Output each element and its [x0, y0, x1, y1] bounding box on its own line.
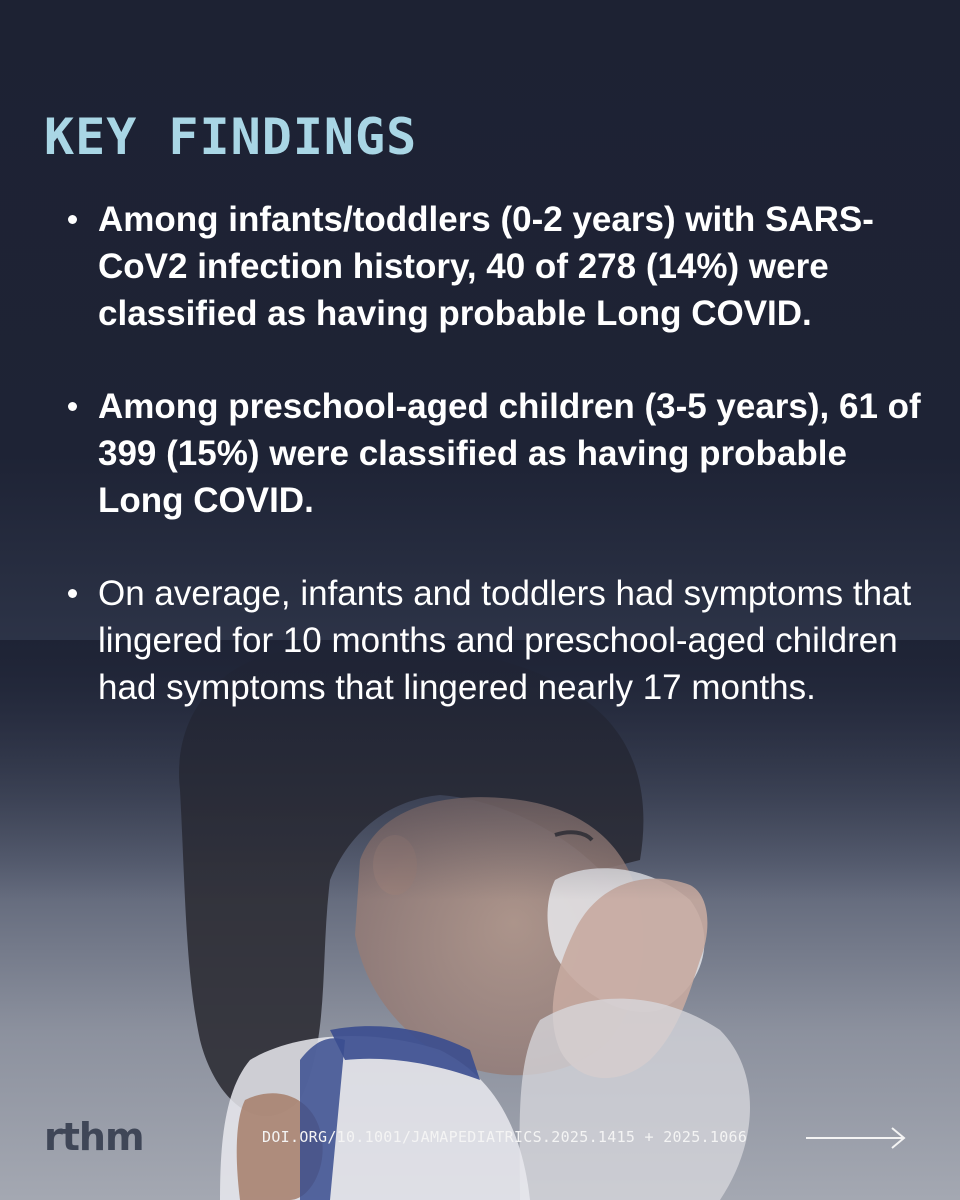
findings-list [62, 196, 922, 757]
finding-preschool [62, 383, 922, 524]
finding-text: Among preschool-aged children (3-5 years), 61 of 399 (15%) were classified as having probable Long COVID. [98, 387, 921, 520]
arrow-right-icon[interactable] [804, 1126, 908, 1150]
finding-infants-toddlers [62, 196, 922, 337]
citation-doi: DOI.ORG/10.1001/JAMAPEDIATRICS.2025.1415 + 2025.1066 [262, 1128, 748, 1146]
bullet-icon [68, 589, 77, 598]
page-title: KEY FINDINGS [44, 108, 418, 166]
finding-text: On average, infants and toddlers had symptoms that lingered for 10 months and preschool-aged children had symptoms that lingered nearly 17 months. [98, 574, 912, 707]
finding-symptom-duration [62, 570, 922, 711]
footer [0, 1112, 960, 1168]
finding-text: Among infants/toddlers (0-2 years) with SARS-CoV2 infection history, 40 of 278 (14%) were classified as having probable Long COVID. [98, 200, 874, 333]
brand-logo: rthm [44, 1115, 144, 1159]
bullet-icon [68, 215, 77, 224]
bullet-icon [68, 402, 77, 411]
